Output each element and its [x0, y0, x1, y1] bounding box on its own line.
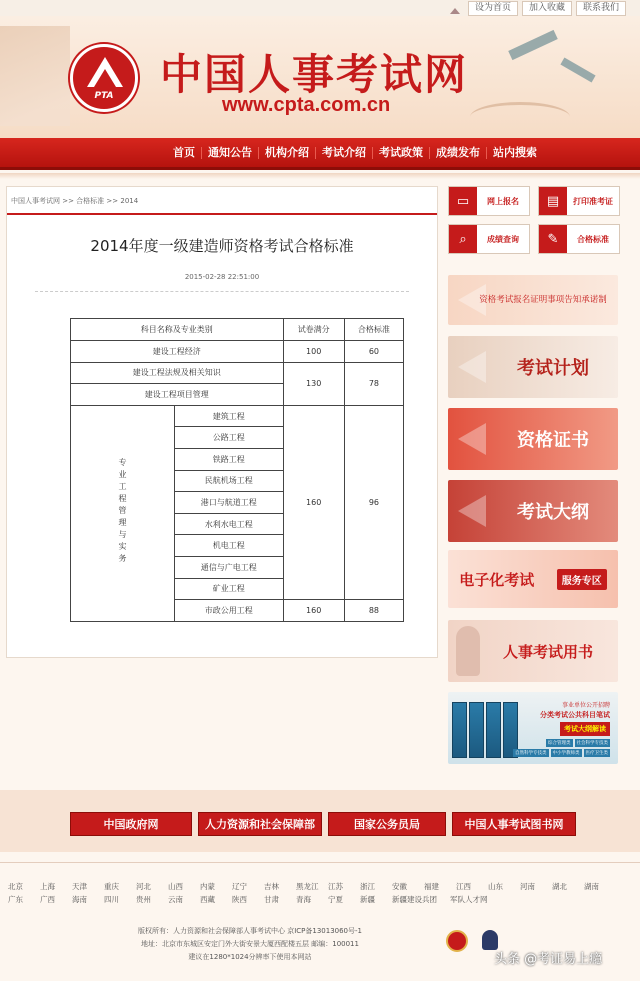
- nav-policy[interactable]: 考试政策: [373, 147, 430, 159]
- header-subject: 科目名称及专业类别: [71, 319, 284, 341]
- contact-us-link[interactable]: 联系我们: [576, 1, 626, 16]
- region-link[interactable]: 广东: [8, 895, 23, 904]
- practice-category-label: 专业工程管理与实务: [118, 458, 127, 567]
- category-chips: [510, 739, 610, 757]
- practice-item: 机电工程: [175, 535, 284, 557]
- arrow-left-icon: [458, 495, 486, 527]
- practice-item: 建筑工程: [175, 405, 284, 427]
- table-row: [71, 341, 404, 363]
- breadcrumb-divider: [7, 213, 437, 215]
- nav-about[interactable]: 机构介绍: [259, 147, 316, 159]
- article-divider: [35, 291, 409, 292]
- practice-item: 铁路工程: [175, 448, 284, 470]
- address-line: 地址：北京市东城区安定门外大街安景大厦西配楼五层 邮编：100011: [141, 940, 359, 948]
- score-query-button[interactable]: [448, 224, 530, 254]
- region-link[interactable]: 内蒙: [200, 882, 215, 891]
- watermark: 头条 @考证易上瘾: [494, 952, 603, 967]
- set-homepage-link[interactable]: 设为首页: [468, 1, 518, 16]
- full-score: 100: [283, 341, 344, 363]
- region-link[interactable]: 重庆: [104, 882, 119, 891]
- region-link[interactable]: 军队人才网: [450, 895, 488, 904]
- region-link[interactable]: 山东: [488, 882, 503, 891]
- region-link[interactable]: 海南: [72, 895, 87, 904]
- region-links: [8, 880, 628, 906]
- category-chip: 自然科学专技类: [515, 750, 547, 756]
- pass-standard-table: [70, 318, 404, 622]
- region-link[interactable]: 新疆: [360, 895, 375, 904]
- region-link[interactable]: 北京: [8, 882, 23, 891]
- stadium-decoration: [470, 102, 570, 132]
- national-emblem-icon[interactable]: [446, 930, 468, 952]
- table-header-row: [71, 319, 404, 341]
- region-link[interactable]: 黑龙江: [296, 882, 319, 891]
- site-title: 中国人事考试网: [160, 50, 469, 99]
- site-header: [0, 16, 640, 138]
- banner-line-1: 事业单位公开招聘: [561, 701, 610, 709]
- exam-outline-banner[interactable]: [448, 480, 618, 542]
- police-badge-icon[interactable]: [482, 930, 498, 950]
- satellite-decoration: [508, 30, 558, 60]
- article-date: 2015-02-28 22:51:00: [184, 273, 260, 281]
- print-admission-button[interactable]: [538, 186, 620, 216]
- banner-label: 考试大纲: [517, 502, 589, 523]
- region-link[interactable]: 河南: [520, 882, 535, 891]
- practice-item: 通信与广电工程: [175, 556, 284, 578]
- pta-logo[interactable]: PTA: [70, 44, 138, 112]
- region-link[interactable]: 甘肃: [264, 895, 279, 904]
- pass-score: 78: [344, 362, 403, 405]
- region-link[interactable]: 上海: [40, 882, 55, 891]
- pencil-ruler-icon: ✎: [539, 225, 567, 253]
- practice-item: 水利水电工程: [175, 513, 284, 535]
- practice-item: 民航机场工程: [175, 470, 284, 492]
- great-wall-decoration: [0, 26, 70, 126]
- practice-item: 市政公用工程: [175, 600, 284, 622]
- practice-category: [71, 405, 175, 621]
- practice-item: 矿业工程: [175, 578, 284, 600]
- friend-links: [70, 812, 576, 836]
- copyright-line: 版权所有：人力资源和社会保障部人事考试中心 京ICP备13013060号-1: [137, 927, 362, 935]
- region-link[interactable]: 贵州: [136, 895, 151, 904]
- certificate-banner[interactable]: [448, 408, 618, 470]
- exam-books-banner[interactable]: [448, 620, 618, 682]
- region-link[interactable]: 四川: [104, 895, 119, 904]
- category-chip: 医疗卫生类: [585, 750, 608, 756]
- banner-line-3: 考试大纲解读: [560, 722, 610, 736]
- subject-name: 建设工程项目管理: [71, 384, 284, 406]
- pass-standard-button[interactable]: [538, 224, 620, 254]
- footer-divider: [0, 862, 640, 863]
- banner-label: 电子化考试: [459, 570, 535, 589]
- region-link[interactable]: 湖北: [552, 882, 567, 891]
- service-zone-tag: 服务专区: [557, 569, 607, 590]
- region-link[interactable]: 天津: [72, 882, 87, 891]
- arrow-left-icon: [458, 351, 486, 383]
- recruitment-outline-banner[interactable]: [448, 692, 618, 764]
- quick-label: 网上报名: [487, 196, 519, 206]
- region-link[interactable]: 河北: [136, 882, 151, 891]
- nav-shadow: [0, 173, 640, 179]
- commitment-notice-banner[interactable]: [448, 275, 618, 325]
- region-link[interactable]: 辽宁: [232, 882, 247, 891]
- pass-score: 88: [344, 600, 403, 622]
- nav-notices[interactable]: 通知公告: [202, 147, 259, 159]
- exam-plan-banner[interactable]: [448, 336, 618, 398]
- reader-silhouette: [456, 626, 480, 676]
- book-covers: [452, 702, 518, 758]
- category-chip: 中小学教师类: [552, 750, 580, 756]
- region-link[interactable]: 湖南: [584, 882, 599, 891]
- nav-results[interactable]: 成绩发布: [430, 147, 487, 159]
- practice-item: 港口与航道工程: [175, 492, 284, 514]
- search-icon: ⌕: [449, 225, 477, 253]
- article-panel: [6, 186, 438, 658]
- pass-score: 60: [344, 341, 403, 363]
- subject-name: 建设工程经济: [71, 341, 284, 363]
- header-pass-score: 合格标准: [344, 319, 403, 341]
- region-link[interactable]: 新疆建设兵团: [392, 895, 437, 904]
- book-store-link[interactable]: 中国人事考试图书网: [452, 812, 576, 836]
- online-registration-button[interactable]: [448, 186, 530, 216]
- main-nav: [0, 138, 640, 170]
- region-link[interactable]: 吉林: [264, 882, 279, 891]
- region-link[interactable]: 西藏: [200, 895, 215, 904]
- practice-item: 公路工程: [175, 427, 284, 449]
- region-link[interactable]: 云南: [168, 895, 183, 904]
- site-url: www.cpta.com.cn: [222, 94, 391, 116]
- region-link[interactable]: 江苏: [328, 882, 343, 891]
- banner-label: 资格证书: [517, 430, 589, 451]
- subject-name: 建设工程法规及相关知识: [71, 362, 284, 384]
- banner-label: 资格考试报名证明事项告知承诺制: [479, 295, 607, 305]
- article-title: 2014年度一级建造师资格考试合格标准: [90, 237, 354, 255]
- full-score: 130: [283, 362, 344, 405]
- quick-label: 成绩查询: [487, 234, 519, 244]
- breadcrumb[interactable]: 中国人事考试网 >> 合格标准 >> 2014: [11, 197, 139, 205]
- region-link[interactable]: 山西: [168, 882, 183, 891]
- nav-exams[interactable]: 考试介绍: [316, 147, 373, 159]
- practice-pass-score: 96: [344, 405, 403, 599]
- region-link[interactable]: 福建: [424, 882, 439, 891]
- utility-links: [450, 1, 626, 16]
- quick-label: 合格标准: [577, 234, 609, 244]
- region-link[interactable]: 宁夏: [328, 895, 343, 904]
- region-link[interactable]: 浙江: [360, 882, 375, 891]
- sidebar: [448, 186, 620, 756]
- resolution-line: 建议在1280*1024分辨率下使用本网站: [188, 953, 312, 961]
- add-favorite-link[interactable]: 加入收藏: [522, 1, 572, 16]
- quick-label: 打印准考证: [573, 196, 613, 206]
- category-chip: 社会科学专技类: [576, 740, 608, 746]
- region-link[interactable]: 江西: [456, 882, 471, 891]
- arrow-left-icon: [458, 423, 486, 455]
- practice-full-score: 160: [283, 405, 344, 599]
- printer-icon: ▤: [539, 187, 567, 215]
- region-link[interactable]: 广西: [40, 895, 55, 904]
- monitor-icon: ▭: [449, 187, 477, 215]
- civil-service-link[interactable]: 国家公务员局: [328, 812, 446, 836]
- quick-links: [448, 186, 620, 254]
- full-score: 160: [283, 600, 344, 622]
- nav-search[interactable]: 站内搜索: [493, 146, 537, 159]
- region-link[interactable]: 安徽: [392, 882, 407, 891]
- home-icon[interactable]: [450, 4, 460, 14]
- region-link[interactable]: 青海: [296, 895, 311, 904]
- table-row: [71, 405, 404, 427]
- mohrss-link[interactable]: 人力资源和社会保障部: [198, 812, 322, 836]
- banner-label: 考试计划: [517, 358, 589, 379]
- e-exam-banner[interactable]: [448, 550, 618, 608]
- gov-link[interactable]: 中国政府网: [70, 812, 192, 836]
- category-chip: 综合管理类: [548, 740, 571, 746]
- top-utility-bar: [0, 0, 640, 16]
- satellite-decoration-2: [560, 58, 595, 83]
- header-full-score: 试卷满分: [283, 319, 344, 341]
- region-link[interactable]: 陕西: [232, 895, 247, 904]
- nav-home[interactable]: 首页: [167, 147, 202, 159]
- banner-line-2: 分类考试公共科目笔试: [540, 710, 610, 719]
- banner-label: 人事考试用书: [502, 642, 593, 661]
- table-row: [71, 362, 404, 384]
